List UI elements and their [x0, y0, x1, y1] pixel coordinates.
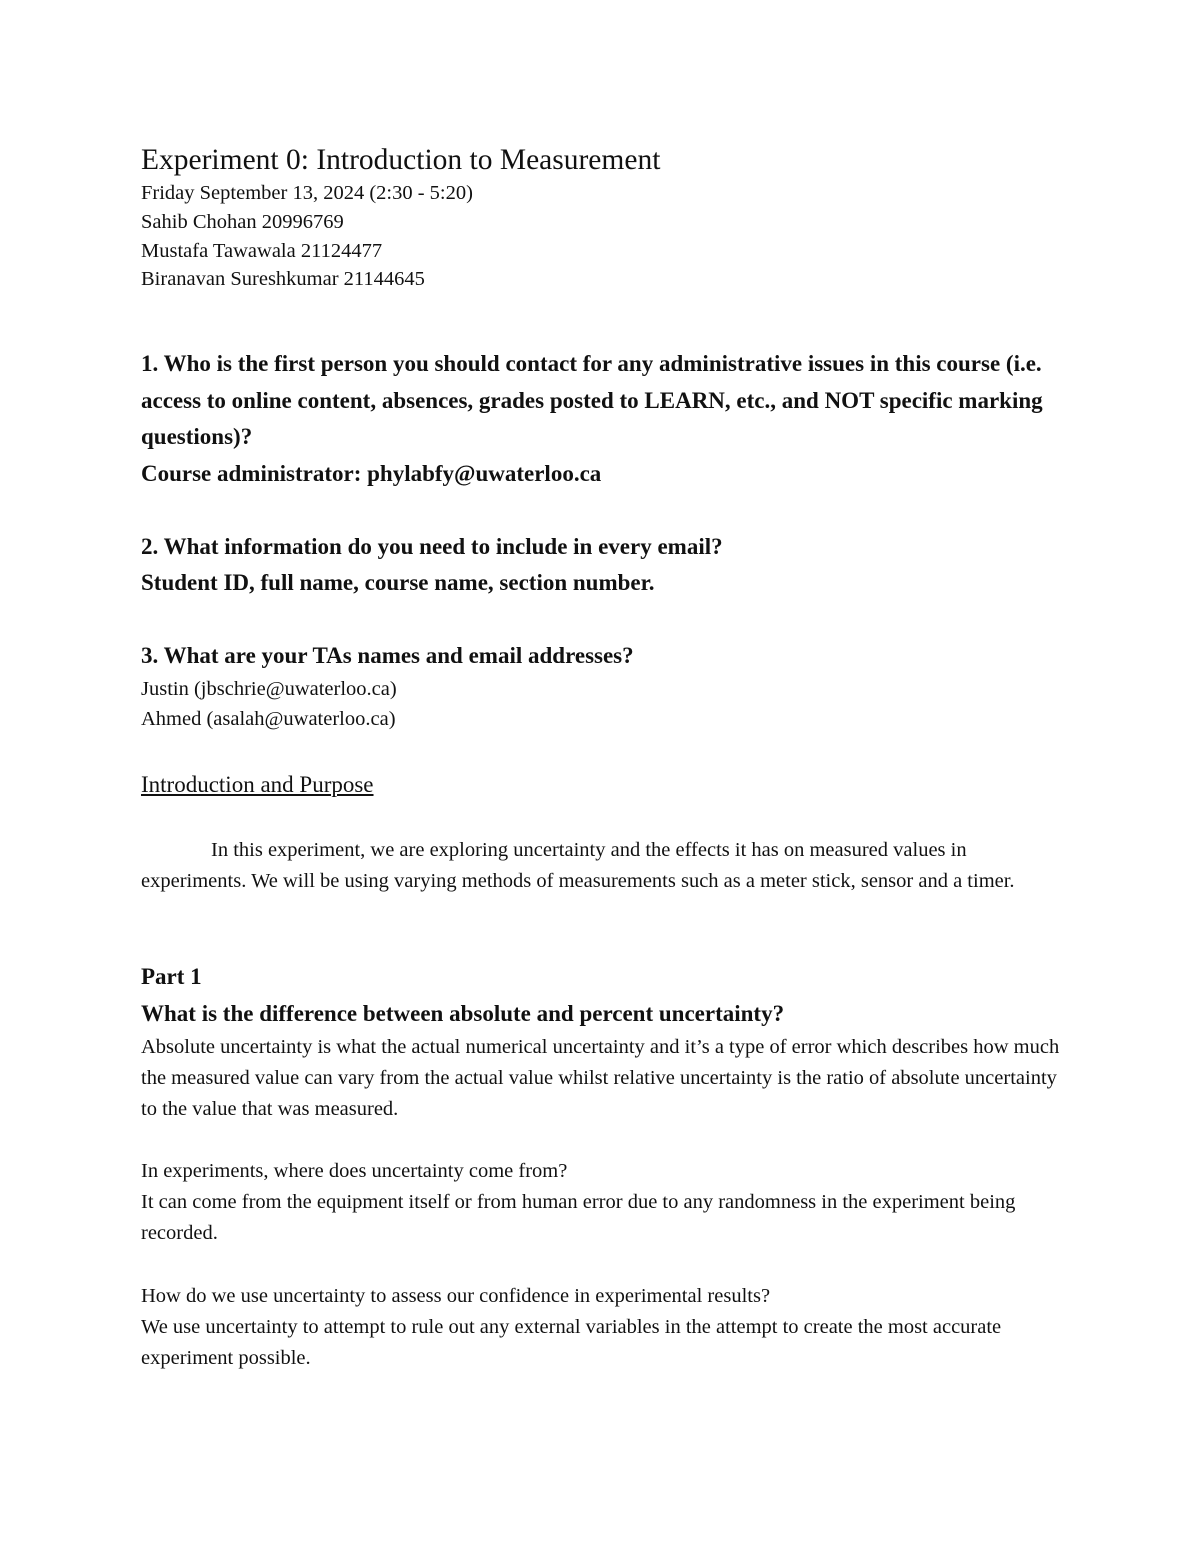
part1-answer-3: We use uncertainty to attempt to rule out any external variables in the attempt to create the most accurate experiment possible.	[141, 1316, 1002, 1369]
author-line: Sahib Chohan 20996769	[141, 210, 344, 233]
document-meta	[141, 179, 473, 294]
date-line: Friday September 13, 2024 (2:30 - 5:20)	[141, 182, 473, 204]
part1-question-3: How do we use uncertainty to assess our confidence in experimental results?	[141, 1285, 771, 1307]
part1-question-2: In experiments, where does uncertainty come from?	[141, 1160, 568, 1182]
author-line: Biranavan Sureshkumar 21144645	[141, 268, 425, 291]
question-3: 3. What are your TAs names and email addresses?	[141, 643, 634, 668]
ta-entry: Justin (jbschrie@uwaterloo.ca)	[141, 678, 397, 700]
part1-answer-2: It can come from the equipment itself or from human error due to any randomness in the experiment being recorded.	[141, 1191, 1016, 1244]
intro-heading: Introduction and Purpose	[141, 772, 374, 797]
answer-1: Course administrator: phylabfy@uwaterloo.ca	[141, 461, 602, 486]
document-title: Experiment 0: Introduction to Measurement	[141, 144, 661, 176]
part1-question: What is the difference between absolute and percent uncertainty?	[141, 1001, 785, 1026]
question-1: 1. Who is the first person you should contact for any administrative issues in this course (i.e. access to online content, absences, grades posted to LEARN, etc., and NOT specific marking questions)?	[141, 351, 1043, 449]
author-line: Mustafa Tawawala 21124477	[141, 239, 383, 262]
question-2: 2. What information do you need to include in every email?	[141, 534, 723, 559]
part1-heading: Part 1	[141, 964, 202, 989]
part1-answer: Absolute uncertainty is what the actual numerical uncertainty and it’s a type of error which describes how much the measured value can vary from the actual value whilst relative uncertainty is the ratio of absolute uncertainty to the value that was measured.	[141, 1036, 1060, 1120]
intro-paragraph: In this experiment, we are exploring uncertainty and the effects it has on measured values in experiments. We will be using varying methods of measurements such as a meter stick, sensor and a timer.	[141, 839, 1015, 892]
ta-entry: Ahmed (asalah@uwaterloo.ca)	[141, 708, 396, 730]
answer-2: Student ID, full name, course name, section number.	[141, 570, 655, 595]
